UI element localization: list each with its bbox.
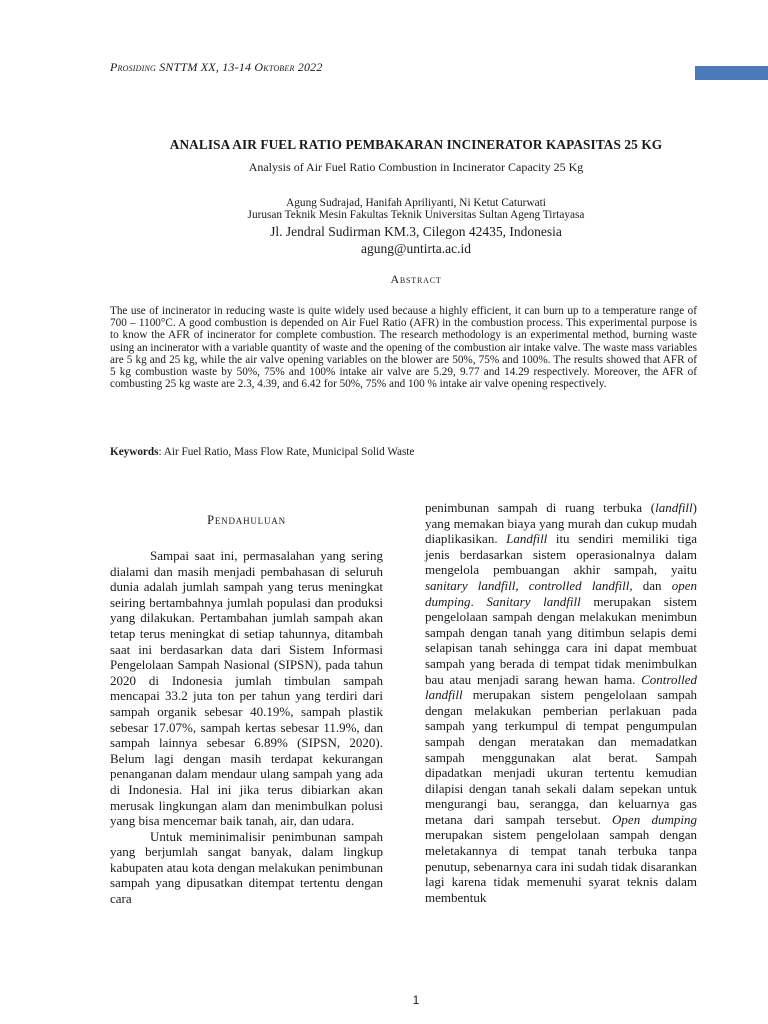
- abstract-heading: Abstract: [390, 272, 442, 286]
- italic-term: sanitary landfill, controlled landfill,: [425, 577, 633, 593]
- keywords-line: [110, 446, 697, 458]
- text-run: merupakan sistem pengelolaan sampah dengan meletakannya di tempat tanah terbuka tanpa penutup, sebenarnya cara ini sudah tidak disarankan lagi karena tidak memenuhi syarat teknis dalam membentuk: [425, 827, 697, 905]
- text-run: dan: [632, 577, 672, 593]
- landfill-paragraph: [425, 500, 697, 905]
- intro-paragraph-2: Untuk meminimalisir penimbunan sampah yang berjumlah sangat banyak, dalam lingkup kabupaten atau kota dengan melakukan penimbunan sampah yang dipusatkan ditempat tertentu dengan cara: [110, 828, 383, 907]
- text-run: penimbunan sampah di ruang terbuka (: [425, 500, 656, 515]
- paper-email: agung@untirta.ac.id: [361, 241, 471, 256]
- italic-term: open dumping: [425, 577, 697, 609]
- header-accent-bar: [695, 66, 768, 80]
- text-run: .: [470, 593, 487, 609]
- italic-term: landfill: [655, 500, 693, 515]
- paper-title: ANALISA AIR FUEL RATIO PEMBAKARAN INCINERATOR KAPASITAS 25 KG: [169, 137, 663, 152]
- right-column: [425, 500, 697, 905]
- italic-term: Controlled landfill: [425, 671, 697, 703]
- text-run: ) yang memakan biaya yang murah dan cukup mudah diaplikasikan.: [425, 500, 697, 547]
- text-run: merupakan sistem pengelolaan sampah dengan melakukan menimbun sampah dengan tanah yang ditimbun selapis demi selapisan tanah sehingga cara ini dapat membuat sampah yang berada di tempat tidak menimbulkan bau atau menjadi sarang hewan hama.: [425, 593, 697, 687]
- paper-authors: Agung Sudrajad, Hanifah Apriliyanti, Ni Ketut Caturwati: [286, 197, 546, 209]
- left-column: [110, 513, 383, 907]
- keywords-label: Keywords: [110, 446, 159, 458]
- italic-term: Sanitary landfill: [486, 593, 581, 609]
- page-number: 1: [412, 993, 420, 1007]
- keywords-list: : Air Fuel Ratio, Mass Flow Rate, Municipal Solid Waste: [158, 446, 415, 458]
- text-run: merupakan sistem pengelolaan sampah dengan melakukan pemberian perlakuan pada sampah yang terkumpul di tempat pengumpulan sampah dengan meratakan dan memadatkan sampah menggunakan alat berat. Sampah dipadatkan menjadi ukuran tertentu kemudian dilapisi dengan tanah sekali dalam sepekan untuk mengurangi bau, serangga, dan keluarnya gas metana dari sampah tersebut.: [425, 687, 697, 827]
- paper-address: Jl. Jendral Sudirman KM.3, Cilegon 42435, Indonesia: [270, 224, 562, 239]
- abstract-body: The use of incinerator in reducing waste is quite widely used because a highly efficient, it can burn up to a temperature range of 700 – 1100°C. A good combustion is depended on Air Fuel Ratio (AFR) in the combustion process. This experimental purpose is to know the AFR of incinerator for complete combustion. The research methodology is an experimental method, burning waste using an incinerator with a variable quantity of waste and the opening of the combustion air intake valve. The waste mass variables are 5 kg and 25 kg, while the air valve opening variables on the blower are 50%, 75% and 100%. The results showed that AFR of 5 kg combustion waste by 50%, 75% and 100% intake air valve are 5.29, 9.77 and 14.29 respectively. Moreover, the AFR of combusting 25 kg waste are 2.3, 4.39, and 6.42 for 50%, 75% and 100 % intake air valve opening respectively.: [110, 305, 697, 391]
- text-run: itu sendiri memiliki tiga jenis berdasarkan sistem operasionalnya dalam mengelola pembuangan akhir sampah, yaitu: [425, 531, 697, 578]
- paper-affiliation: Jurusan Teknik Mesin Fakultas Teknik Universitas Sultan Ageng Tirtayasa: [247, 209, 585, 221]
- italic-term: Landfill: [506, 531, 548, 547]
- proceedings-header: Prosiding SNTTM XX, 13-14 Oktober 2022: [110, 60, 323, 74]
- intro-paragraph-1: Sampai saat ini, permasalahan yang sering dialami dan masih menjadi pembahasan di seluruh dunia adalah jumlah sampah yang terus meningkat seiring bertambahnya jumlah populasi dan produksi yang dilakukan. Pertambahan jumlah sampah akan tetap terus meningkat di setiap tahunnya, ditambah saat ini berdasarkan data dari Sistem Informasi Pengelolaan Sampah Nasional (SIPSN), pada tahun 2020 di Indonesia jumlah timbulan sampah mencapai 33.2 juta ton per tahun yang terdiri dari sampah organik sebesar 40.19%, sampah plastik sebesar 17.07%, sampah kertas sebesar 11.9%, dan sampah lainnya sebesar 6.89% (SIPSN, 2020). Belum lagi dengan masih terdapat kekurangan penanganan dalam mendaur ulang sampah yang ada di Indonesia. Hal ini jika terus dibiarkan akan merusak lingkungan alam dan menimbulkan polusi yang bisa mencemar baik tanah, air, dan udara.: [110, 548, 383, 829]
- section-heading-pendahuluan: Pendahuluan: [207, 513, 286, 527]
- italic-term: Open dumping: [612, 811, 697, 827]
- paper-subtitle: Analysis of Air Fuel Ratio Combustion in Incinerator Capacity 25 Kg: [248, 160, 584, 174]
